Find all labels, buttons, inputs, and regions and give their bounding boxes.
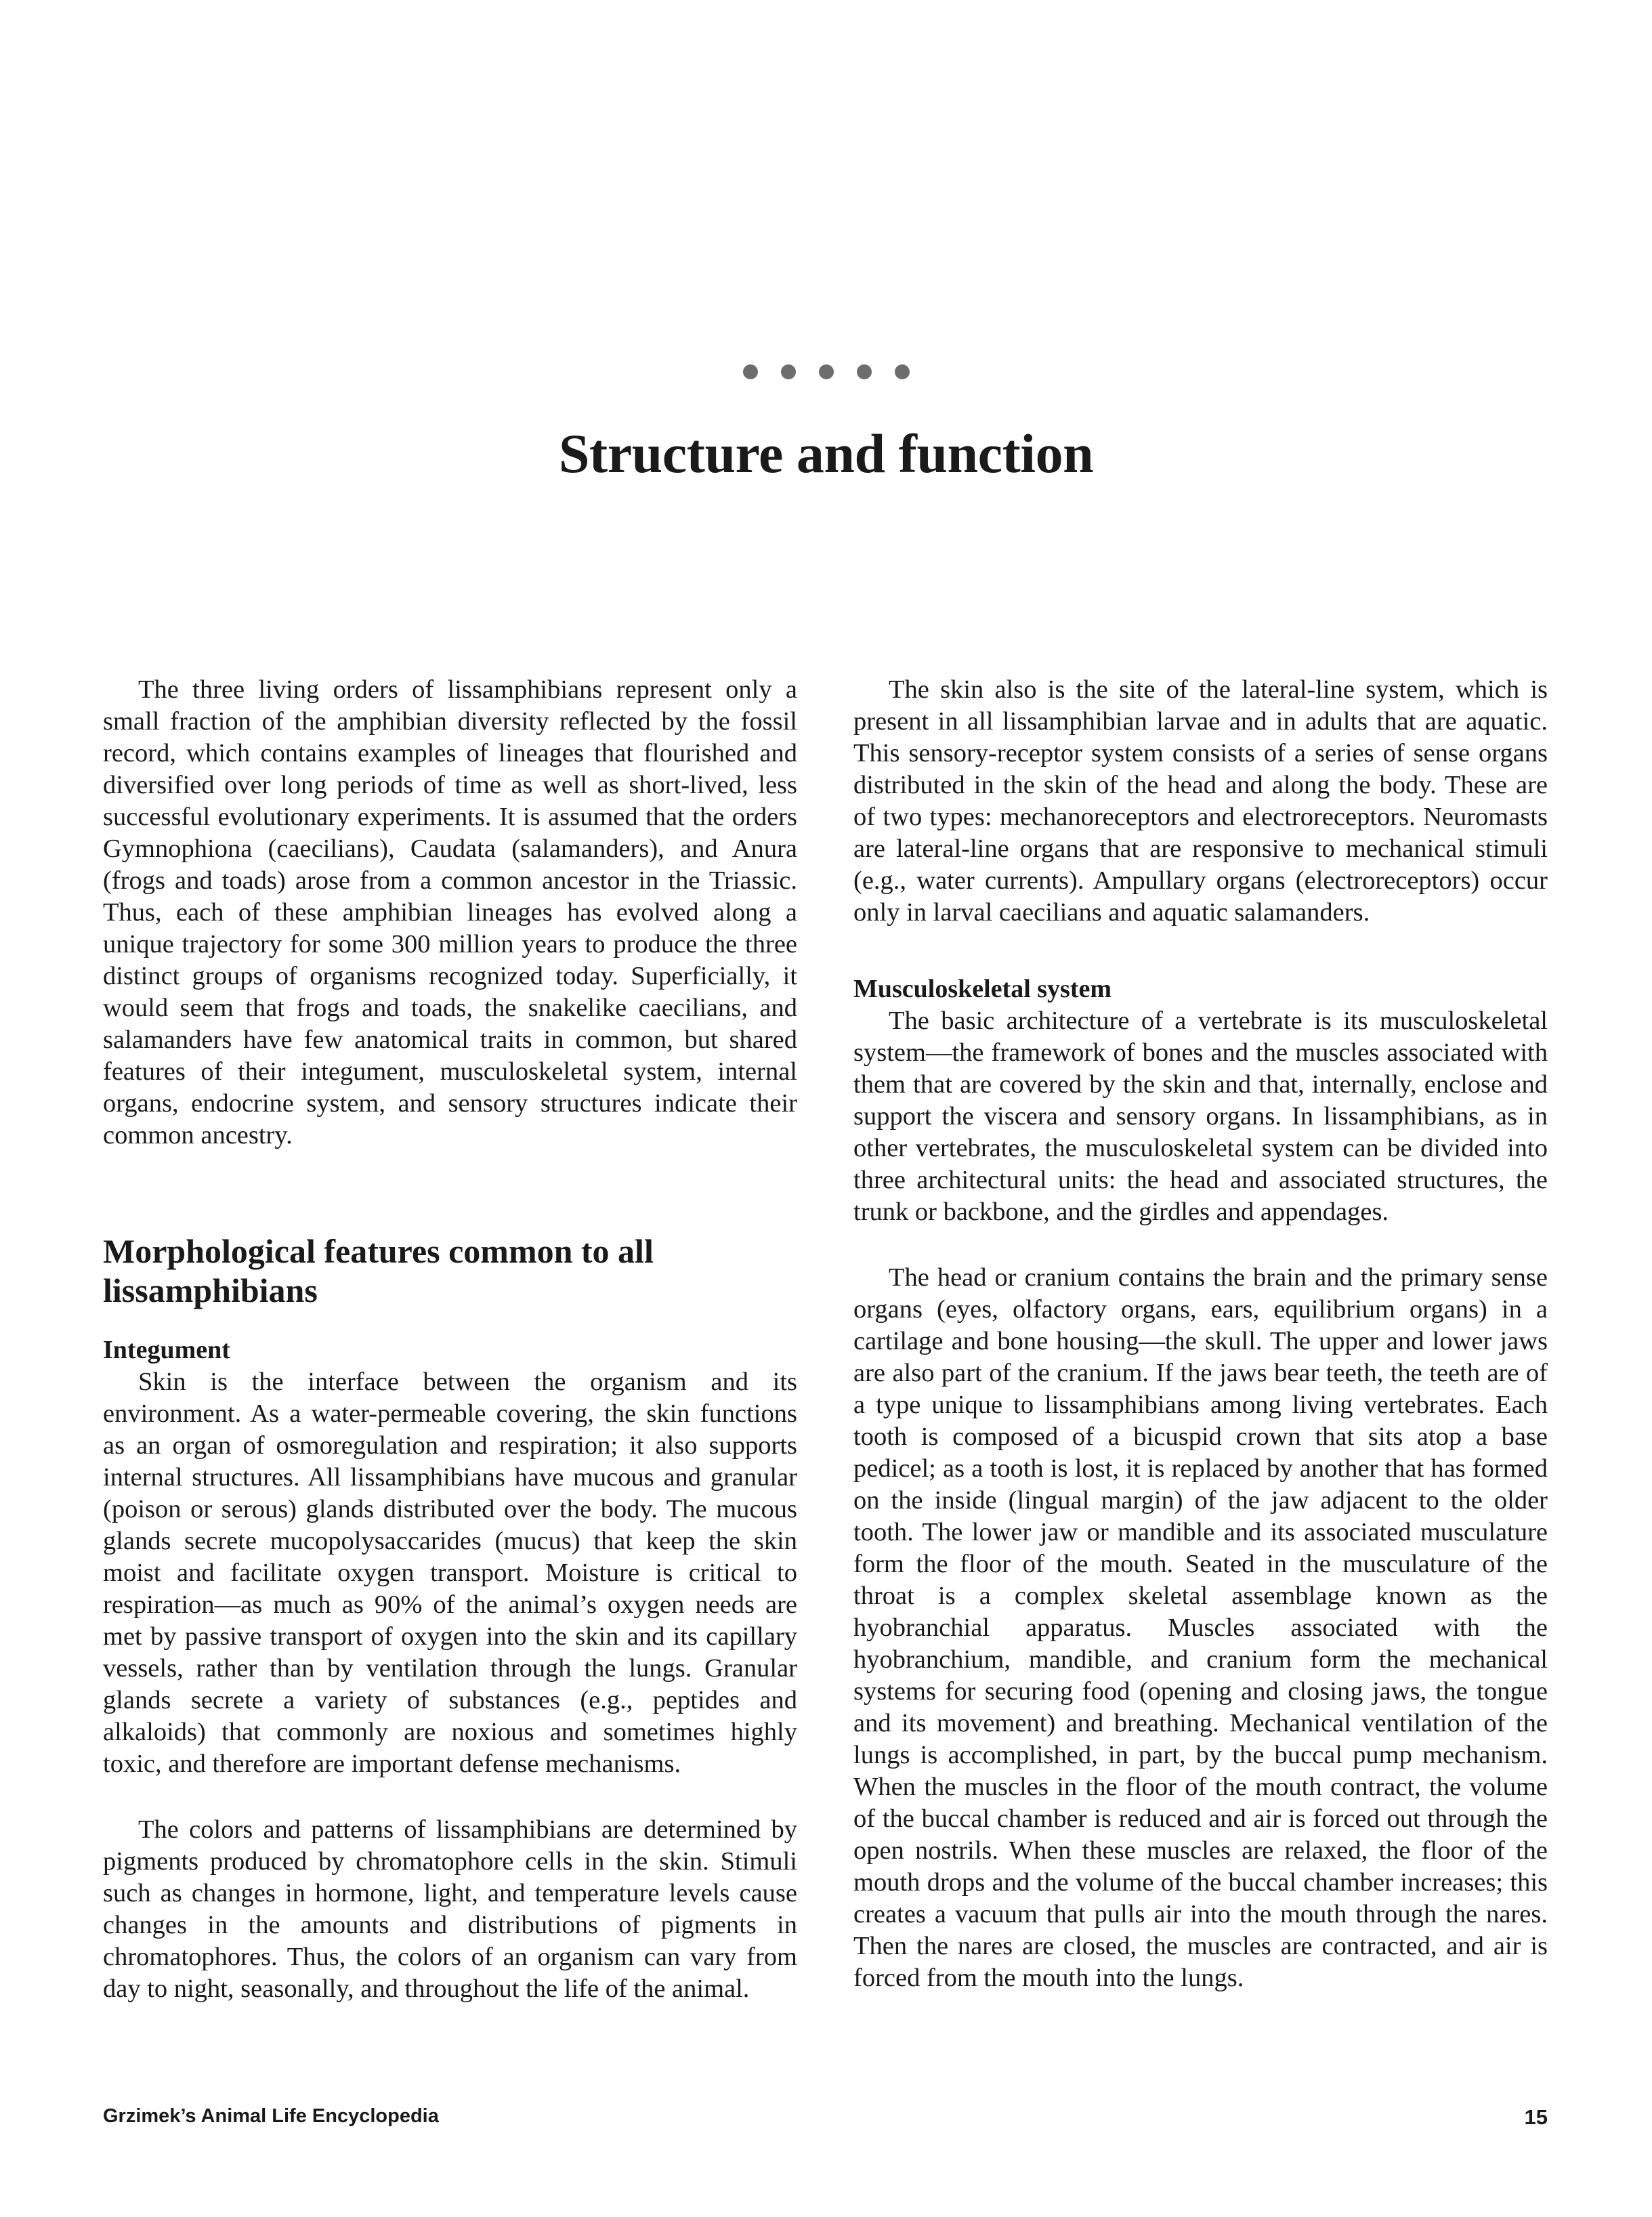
ornament-dot: [781, 364, 796, 379]
ornament-dot: [743, 364, 758, 379]
footer-publication: Grzimek’s Animal Life Encyclopedia: [103, 2105, 439, 2127]
section-heading: Morphological features common to all lissamphibians: [103, 1232, 654, 1309]
chapter-ornament-dots: [0, 364, 1652, 385]
subheading-integument: Integument: [103, 1336, 230, 1364]
integument-paragraph-1: Skin is the interface between the organism and its environment. As a water-permeable covering, the skin functions as an organ of osmoregulation and respiration; it also supports internal structures. All lissamphibians have mucous and granular (poison or serous) glands distributed over the body. The mucous glands secrete mucopolysaccarides (mucus) that keep the skin moist and facilitate oxygen transport. Moisture is critical to respiration—as much as 90% of the animal’s oxygen needs are met by passive transport of oxygen into the skin and its capillary vessels, rather than by ventilation through the lungs. Granular glands secrete a variety of substances (e.g., peptides and alkaloids) that commonly are noxious and sometimes highly toxic, and therefore are important defense mechanisms.: [103, 1368, 797, 1778]
ornament-dot: [819, 364, 834, 379]
lateral-line-paragraph: The skin also is the site of the lateral-line system, which is present in all lissamphibian larvae and in adults that are aquatic. This sensory-receptor system consists of a series of sense organs distributed in the skin of the head and along the body. These are of two types: mechanoreceptors and electroreceptors. Neuromasts are lateral-line organs that are responsive to mechanical stimuli (e.g., water currents). Ampullary organs (electroreceptors) occur only in larval caecilians and aquatic salamanders.: [853, 675, 1548, 927]
ornament-dot: [857, 364, 872, 379]
page-number: 15: [1524, 2105, 1548, 2129]
intro-paragraph: The three living orders of lissamphibians represent only a small fraction of the amphibian diversity reflected by the fossil record, which contains examples of lineages that flourished and diversified over long periods of time as well as short-lived, less successful evolutionary experiments. It is assumed that the orders Gymnophiona (caecilians), Caudata (salamanders), and Anura (frogs and toads) arose from a common ancestor in the Triassic. Thus, each of these amphibian lineages has evolved along a unique trajectory for some 300 million years to produce the three distinct groups of organisms recognized today. Superficially, it would seem that frogs and toads, the snakelike caecilians, and salamanders have few anatomical traits in common, but shared features of their integument, musculoskeletal system, internal organs, endocrine system, and sensory structures indicate their common ancestry.: [103, 675, 797, 1149]
integument-paragraph-2: The colors and patterns of lissamphibians are determined by pigments produced by chromatophore cells in the skin. Stimuli such as changes in hormone, light, and temperature levels cause changes in the amounts and distributions of pigments in chromatophores. Thus, the colors of an organism can vary from day to night, seasonally, and throughout the life of the animal.: [103, 1815, 797, 2003]
ornament-dot: [895, 364, 910, 379]
page-footer: [103, 2105, 1548, 2132]
left-column: [103, 674, 797, 2005]
chapter-title: Structure and function: [558, 423, 1094, 484]
musculoskeletal-paragraph-2: The head or cranium contains the brain and the primary sense organs (eyes, olfactory organs, ears, equilibrium organs) in a cartilage and bone housing—the skull. The upper and lower jaws are also part of the cranium. If the jaws bear teeth, the teeth are of a type unique to lissamphibians among living vertebrates. Each tooth is composed of a bicuspid crown that sits atop a base pedicel; as a tooth is lost, it is replaced by another that has formed on the inside (lingual margin) of the jaw adjacent to the older tooth. The lower jaw or mandible and its associated musculature form the floor of the mouth. Seated in the musculature of the throat is a complex skeletal assemblage known as the hyobranchial apparatus. Muscles associated with the hyobranchium, mandible, and cranium form the mechanical systems for securing food (opening and closing jaws, the tongue and its movement) and breathing. Mechanical ventilation of the lungs is accomplished, in part, by the buccal pump mechanism. When the muscles in the floor of the mouth contract, the volume of the buccal chamber is reduced and air is forced out through the open nostrils. When these muscles are relaxed, the floor of the mouth drops and the volume of the buccal chamber increases; this creates a vacuum that pulls air into the mouth through the nares. Then the nares are closed, the muscles are contracted, and air is forced from the mouth into the lungs.: [853, 1263, 1548, 1992]
subheading-musculoskeletal: Musculoskeletal system: [853, 975, 1112, 1003]
right-column: [853, 674, 1548, 1994]
musculoskeletal-paragraph-1: The basic architecture of a vertebrate is its musculoskeletal system—the framework of bones and the muscles associated with them that are covered by the skin and that, internally, enclose and support the viscera and sensory organs. In lissamphibians, as in other vertebrates, the musculoskeletal system can be divided into three architectural units: the head and associated structures, the trunk or backbone, and the girdles and appendages.: [853, 1007, 1548, 1226]
